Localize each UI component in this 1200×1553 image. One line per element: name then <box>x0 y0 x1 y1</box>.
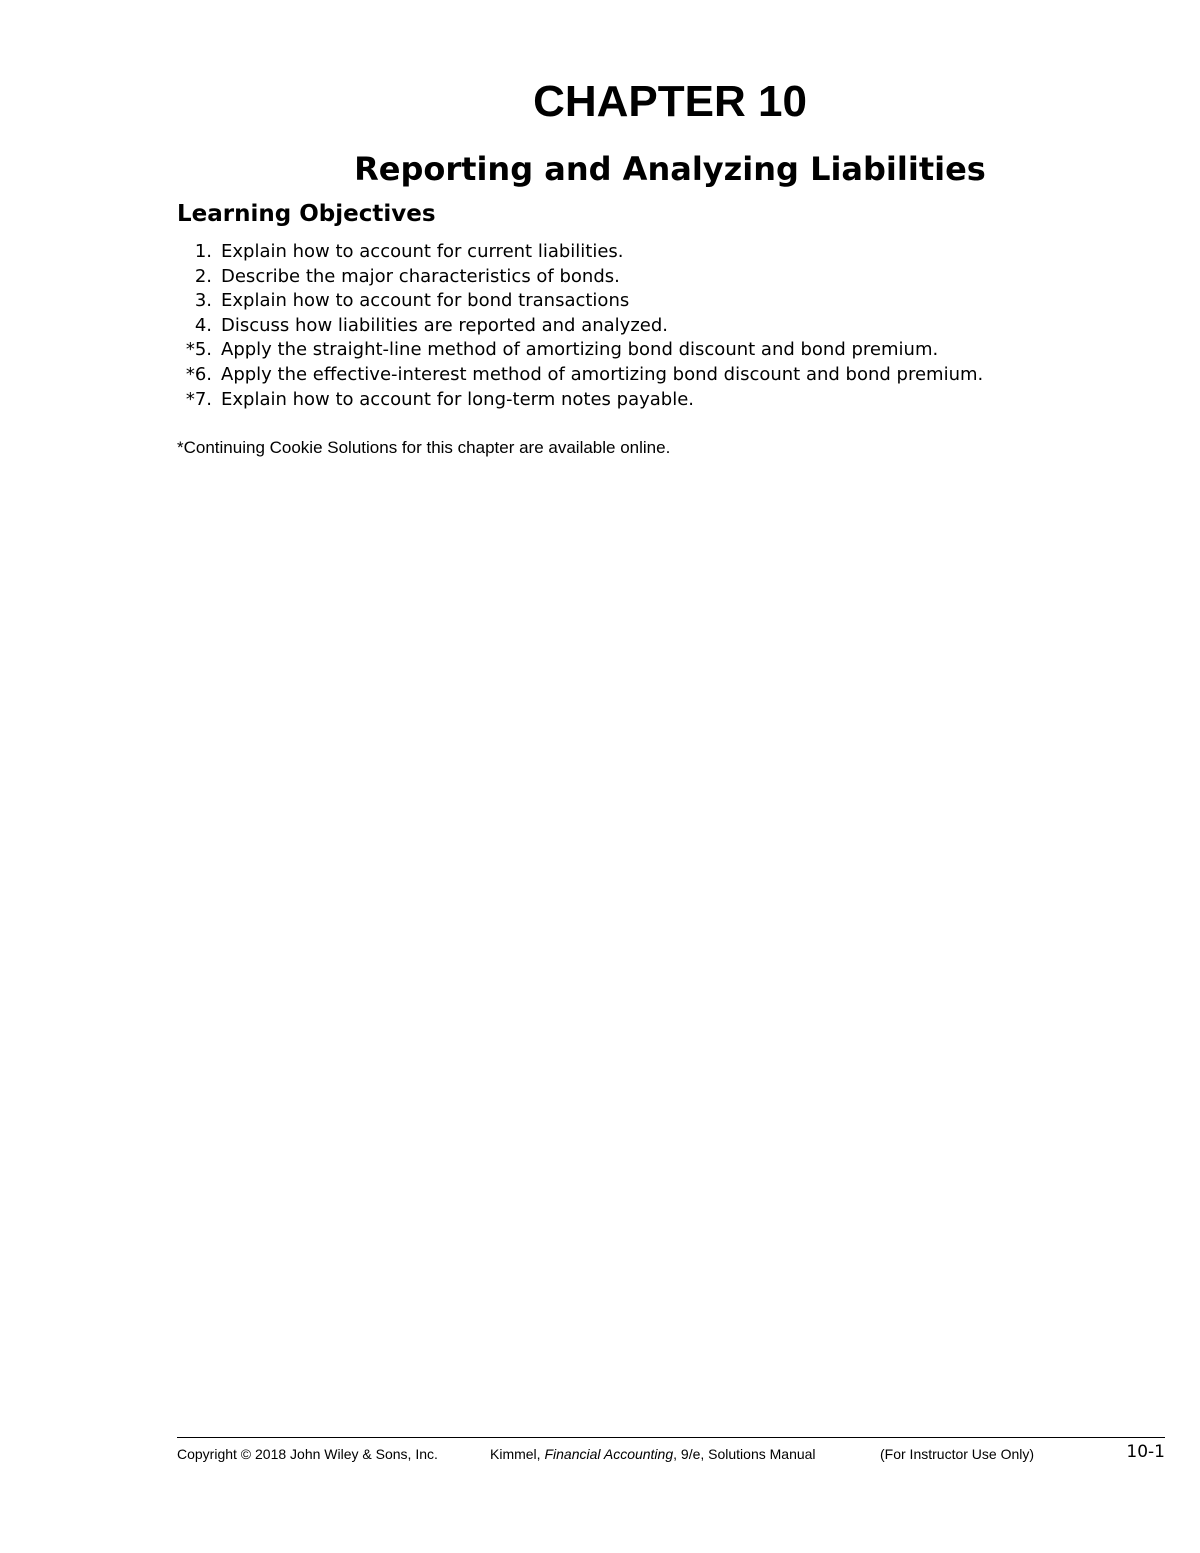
objective-text: Explain how to account for bond transactions <box>221 290 630 312</box>
objective-text: Describe the major characteristics of bonds. <box>221 265 620 287</box>
footer-edition: , 9/e, Solutions Manual <box>673 1446 816 1462</box>
objective-number: 4. <box>194 314 212 336</box>
objective-number: 3. <box>194 290 212 312</box>
footer-restriction: (For Instructor Use Only) <box>880 1446 1035 1462</box>
learning-objectives-list <box>177 240 1077 412</box>
objective-number: *7. <box>185 388 212 410</box>
objective-text: Discuss how liabilities are reported and analyzed. <box>221 314 668 336</box>
objective-number: 2. <box>194 265 212 287</box>
objective-item <box>177 289 1077 314</box>
footer-copyright: Copyright © 2018 John Wiley & Sons, Inc. <box>177 1446 438 1462</box>
objective-item <box>177 314 1077 339</box>
objective-number: *5. <box>185 339 212 361</box>
learning-objectives-heading: Learning Objectives <box>177 201 436 227</box>
page-number: 10-1 <box>1126 1442 1165 1462</box>
footer-author: Kimmel, <box>490 1446 545 1462</box>
chapter-subtitle: Reporting and Analyzing Liabilities <box>354 150 986 188</box>
objective-item <box>177 388 1077 413</box>
objective-item <box>177 363 1077 388</box>
objective-item <box>177 338 1077 363</box>
objective-number: 1. <box>194 241 212 262</box>
footer-book-citation <box>490 1443 816 1465</box>
objective-text: Apply the straight-line method of amortizing bond discount and bond premium. <box>221 339 939 361</box>
objective-item <box>177 240 1077 265</box>
objective-text: Explain how to account for current liabilities. <box>221 241 624 262</box>
objective-text: Explain how to account for long-term notes payable. <box>221 388 695 410</box>
objective-item <box>177 265 1077 290</box>
page-footer <box>177 1443 1165 1465</box>
continuing-cookie-note: *Continuing Cookie Solutions for this chapter are available online. <box>177 438 671 457</box>
objective-number: *6. <box>185 363 212 385</box>
footer-divider <box>177 1437 1165 1438</box>
chapter-title: CHAPTER 10 <box>533 77 807 126</box>
footer-book-title: Financial Accounting <box>544 1446 674 1462</box>
objective-text: Apply the effective-interest method of amortizing bond discount and bond premium. <box>221 363 984 385</box>
